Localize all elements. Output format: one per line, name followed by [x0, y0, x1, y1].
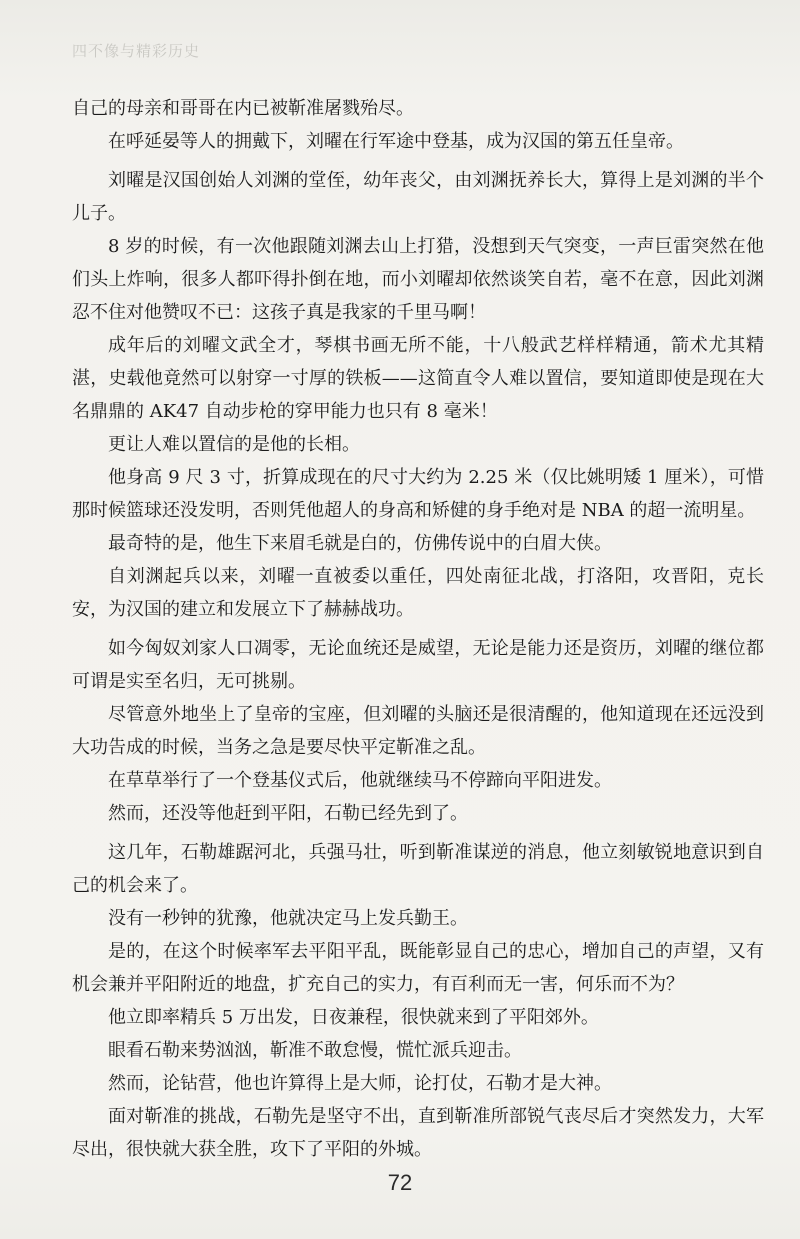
paragraph: 8 岁的时候，有一次他跟随刘渊去山上打猎，没想到天气突变，一声巨雷突然在他们头上炸响，很多人都吓得扑倒在地，而小刘曜却依然谈笑自若，毫不在意，因此刘渊忍不住对他赞叹不已：这孩子真是我家的千里马啊！	[72, 236, 764, 323]
paragraph: 眼看石勒来势汹汹，靳准不敢怠慢，慌忙派兵迎击。	[108, 1040, 522, 1061]
paragraph: 在草草举行了一个登基仪式后，他就继续马不停蹄向平阳进发。	[108, 770, 612, 791]
paragraph: 这几年，石勒雄踞河北，兵强马壮，听到靳准谋逆的消息，他立刻敏锐地意识到自己的机会来了。	[72, 842, 764, 896]
paragraph: 没有一秒钟的犹豫，他就决定马上发兵勤王。	[108, 908, 468, 929]
paragraph: 尽管意外地坐上了皇帝的宝座，但刘曜的头脑还是很清醒的，他知道现在还远没到大功告成的时候，当务之急是要尽快平定靳准之乱。	[72, 704, 764, 758]
paragraph: 然而，论钻营，他也许算得上是大师，论打仗，石勒才是大神。	[108, 1073, 612, 1094]
paragraph: 如今匈奴刘家人口凋零，无论血统还是威望，无论是能力还是资历，刘曜的继位都可谓是实至名归，无可挑剔。	[72, 638, 764, 692]
paragraph: 自刘渊起兵以来，刘曜一直被委以重任，四处南征北战，打洛阳，攻晋阳，克长安，为汉国的建立和发展立下了赫赫战功。	[72, 566, 764, 620]
paragraph: 是的，在这个时候率军去平阳平乱，既能彰显自己的忠心，增加自己的声望，又有机会兼并平阳附近的地盘，扩充自己的实力，有百利而无一害，何乐而不为？	[72, 941, 764, 995]
running-header-bleed: 四不像与精彩历史	[72, 42, 201, 60]
paragraph: 他身高 9 尺 3 寸，折算成现在的尺寸大约为 2.25 米（仅比姚明矮 1 厘米），可惜那时候篮球还没发明，否则凭他超人的身高和矫健的身手绝对是 NBA 的超一流明星。	[72, 467, 764, 521]
paragraph: 成年后的刘曜文武全才，琴棋书画无所不能，十八般武艺样样精通，箭术尤其精湛，史载他竟然可以射穿一寸厚的铁板——这简直令人难以置信，要知道即使是现在大名鼎鼎的 AK47 自动步枪的穿甲能力也只有 8 毫米！	[72, 335, 764, 422]
body-text	[72, 92, 764, 1166]
paragraph: 他立即率精兵 5 万出发，日夜兼程，很快就来到了平阳郊外。	[108, 1007, 599, 1028]
paragraph: 在呼延晏等人的拥戴下，刘曜在行军途中登基，成为汉国的第五任皇帝。	[108, 131, 684, 152]
paragraph: 最奇特的是，他生下来眉毛就是白的，仿佛传说中的白眉大侠。	[108, 533, 612, 554]
paragraph: 自己的母亲和哥哥在内已被靳准屠戮殆尽。	[72, 98, 414, 119]
paragraph: 面对靳准的挑战，石勒先是坚守不出，直到靳准所部锐气丧尽后才突然发力，大军尽出，很快就大获全胜，攻下了平阳的外城。	[72, 1106, 764, 1160]
page-number: 72	[387, 1170, 413, 1195]
paragraph: 更让人难以置信的是他的长相。	[108, 434, 360, 455]
paragraph: 然而，还没等他赶到平阳，石勒已经先到了。	[108, 803, 468, 824]
paragraph: 刘曜是汉国创始人刘渊的堂侄，幼年丧父，由刘渊抚养长大，算得上是刘渊的半个儿子。	[72, 170, 764, 224]
